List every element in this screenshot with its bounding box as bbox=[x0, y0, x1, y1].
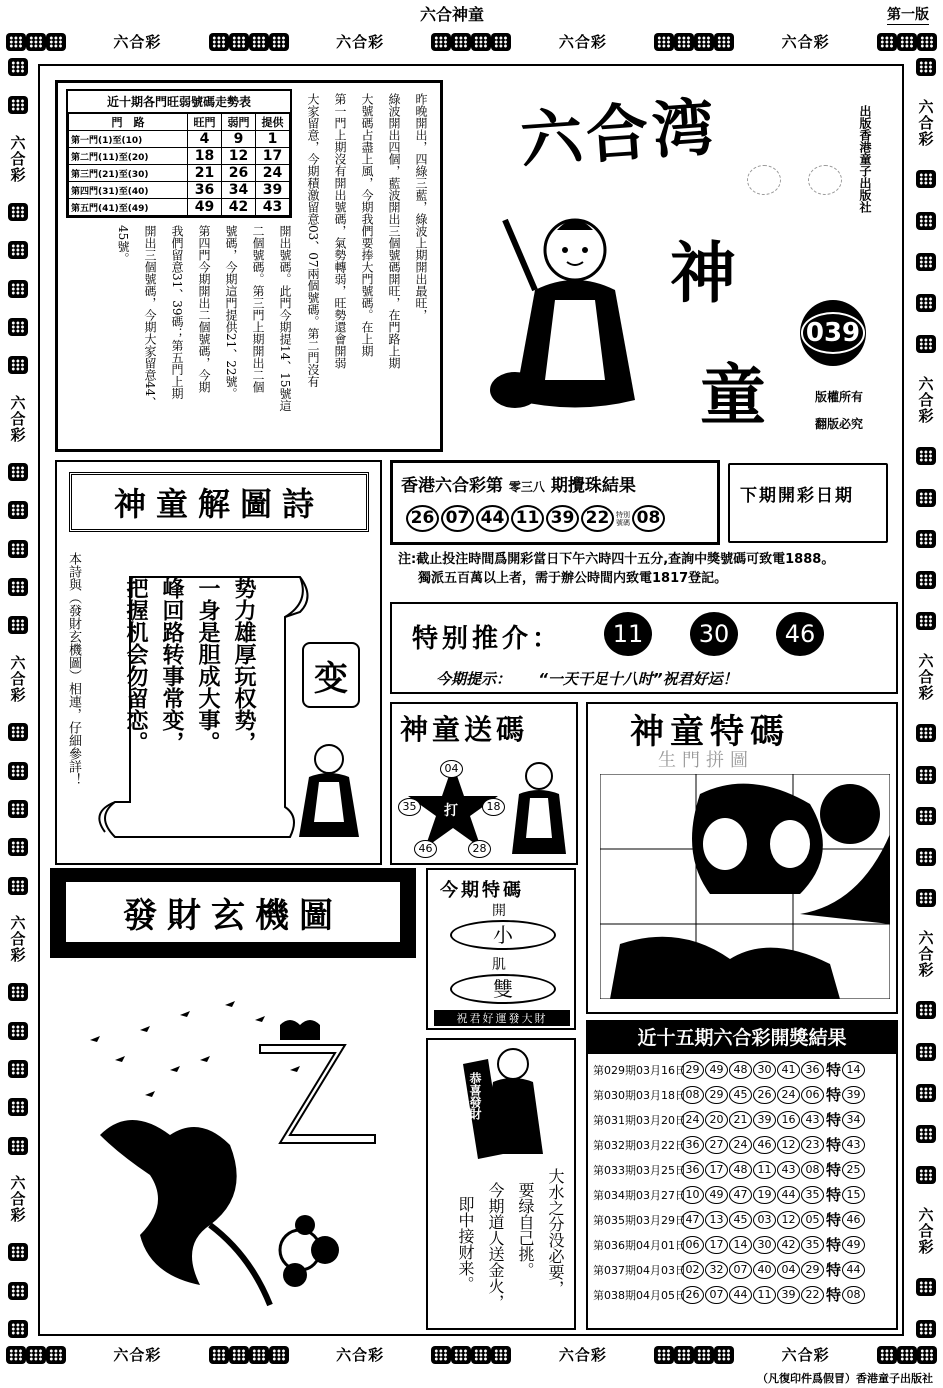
next-draw-panel bbox=[728, 463, 888, 543]
commentary-line: 綠波開出四個，藍波開出三個號碼開旺，在門路上期 bbox=[387, 93, 401, 369]
today-title: 今期特碼 bbox=[440, 880, 524, 901]
history-ball: 17 bbox=[705, 1236, 728, 1254]
commentary-line: 昨晚開出，四綠三藍，綠波上期開出最旺， bbox=[414, 93, 428, 321]
child-figure-illustration bbox=[485, 200, 665, 420]
history-special-ball: 46 bbox=[842, 1211, 865, 1229]
result-ball: 26 bbox=[406, 505, 439, 532]
send-code-title: 神童送碼 bbox=[400, 713, 529, 746]
commentary-line: 二個號碼。第三門上期開出二個 bbox=[251, 225, 265, 393]
publisher-label: 出版香港童子出版社 bbox=[858, 105, 872, 213]
history-ball: 30 bbox=[753, 1061, 776, 1079]
trend-strong: 49 bbox=[188, 199, 222, 216]
border-brand: 六合彩 bbox=[113, 32, 162, 51]
special-code-subtitle: 生門拼圖 bbox=[658, 750, 754, 771]
history-period: 第031期03月20日 bbox=[593, 1113, 686, 1127]
history-special-ball: 15 bbox=[842, 1186, 865, 1204]
history-ball: 17 bbox=[705, 1161, 728, 1179]
fortune-title-box bbox=[66, 882, 400, 942]
history-ball: 46 bbox=[753, 1136, 776, 1154]
poem-title: 神童解圖詩 bbox=[113, 485, 324, 523]
send-code-ball: 46 bbox=[414, 840, 437, 858]
border-right bbox=[914, 58, 938, 1338]
recommend-ball: 30 bbox=[690, 612, 738, 656]
border-brand: 六合彩 bbox=[558, 32, 607, 51]
history-ball: 43 bbox=[801, 1111, 824, 1129]
send-code-ball: 18 bbox=[482, 798, 505, 816]
border-brand: 六合彩 bbox=[8, 394, 27, 443]
history-ball: 36 bbox=[681, 1161, 704, 1179]
history-ball: 11 bbox=[753, 1286, 776, 1304]
issue-badge bbox=[800, 300, 866, 366]
history-special-ball: 39 bbox=[842, 1086, 865, 1104]
blessing-panel bbox=[426, 1038, 576, 1330]
send-code-ball: 35 bbox=[398, 798, 421, 816]
history-ball: 27 bbox=[705, 1136, 728, 1154]
history-special-ball: 08 bbox=[842, 1286, 865, 1304]
commentary-left bbox=[88, 225, 298, 445]
history-ball: 48 bbox=[729, 1061, 752, 1079]
border-brand: 六合彩 bbox=[8, 1174, 27, 1223]
history-ball: 49 bbox=[705, 1186, 728, 1204]
special-ball: 08 bbox=[632, 505, 665, 532]
trend-strong: 36 bbox=[188, 182, 222, 199]
border-left bbox=[6, 58, 30, 1338]
commentary-line: 第四門今期開出二個號碼，今期 bbox=[197, 225, 211, 393]
masthead-shen: 神 bbox=[670, 234, 736, 312]
poem-key-char: 变 bbox=[314, 658, 348, 699]
trend-offer: 1 bbox=[255, 131, 289, 148]
commentary-line: 大家留意，今期積激留意03、07兩個號碼。第二門沒有 bbox=[306, 93, 320, 388]
footer-note: （凡復印件爲假冒）香港童子出版社 bbox=[757, 1372, 933, 1385]
trend-strong: 4 bbox=[188, 131, 222, 148]
history-special-label: 特 bbox=[826, 1136, 842, 1154]
trend-header-gate: 門 路 bbox=[69, 114, 188, 131]
blessing-line: 今期道人送金火， bbox=[486, 1182, 505, 1310]
puzzle-image bbox=[600, 774, 890, 999]
poem-line: 一身是胆成大事。 bbox=[195, 577, 221, 753]
history-ball: 26 bbox=[753, 1086, 776, 1104]
child-small-illustration bbox=[504, 756, 574, 861]
history-ball: 07 bbox=[729, 1261, 752, 1279]
poem-line: 峰回路转事常变， bbox=[159, 577, 185, 753]
trend-gate: 第一門(1)至(10) bbox=[69, 131, 188, 148]
special-label: 特別號碼 bbox=[616, 510, 630, 527]
border-brand: 六合彩 bbox=[916, 376, 935, 425]
results-period: 零三八 bbox=[508, 480, 545, 494]
trend-gate: 第二門(11)至(20) bbox=[69, 148, 188, 165]
history-special-ball: 34 bbox=[842, 1111, 865, 1129]
history-ball: 41 bbox=[777, 1061, 800, 1079]
table-row bbox=[69, 148, 290, 165]
fortune-banner bbox=[50, 868, 416, 958]
fortune-title: 發財玄機圖 bbox=[123, 895, 343, 936]
history-ball: 47 bbox=[729, 1186, 752, 1204]
list-item bbox=[593, 1257, 893, 1282]
history-ball: 24 bbox=[729, 1136, 752, 1154]
trend-weak: 9 bbox=[221, 131, 255, 148]
history-ball: 48 bbox=[729, 1161, 752, 1179]
table-row bbox=[69, 182, 290, 199]
send-code-ball: 04 bbox=[440, 760, 463, 778]
list-item bbox=[593, 1182, 893, 1207]
history-special-label: 特 bbox=[826, 1061, 842, 1079]
history-ball: 22 bbox=[801, 1286, 824, 1304]
recommend-title: 特别推介： bbox=[412, 624, 563, 654]
border-bottom bbox=[6, 1340, 937, 1368]
recommend-ball: 46 bbox=[776, 612, 824, 656]
trend-header-weak: 弱門 bbox=[221, 114, 255, 131]
history-period: 第030期03月18日 bbox=[593, 1088, 686, 1102]
commentary-line: 開出號碼。此門今期提14、15號這 bbox=[278, 225, 292, 412]
history-ball: 24 bbox=[777, 1086, 800, 1104]
trend-offer: 39 bbox=[255, 182, 289, 199]
history-ball: 11 bbox=[753, 1161, 776, 1179]
history-special-label: 特 bbox=[826, 1236, 842, 1254]
list-item bbox=[593, 1232, 893, 1257]
history-special-label: 特 bbox=[826, 1261, 842, 1279]
masthead-holes bbox=[747, 165, 842, 199]
results-note bbox=[398, 550, 898, 588]
result-ball: 22 bbox=[581, 505, 614, 532]
history-panel bbox=[586, 1020, 898, 1330]
border-brand: 六合彩 bbox=[558, 1345, 607, 1364]
today-mid: 肌 bbox=[492, 957, 506, 973]
history-ball: 29 bbox=[801, 1261, 824, 1279]
history-ball: 29 bbox=[681, 1061, 704, 1079]
history-ball: 08 bbox=[681, 1086, 704, 1104]
recommend-tip: “一天干足十八时”祝君好运！ bbox=[538, 670, 738, 688]
border-brand: 六合彩 bbox=[336, 32, 385, 51]
results-balls bbox=[405, 505, 666, 532]
history-ball: 20 bbox=[705, 1111, 728, 1129]
commentary-right bbox=[299, 93, 434, 443]
history-ball: 26 bbox=[681, 1286, 704, 1304]
history-period: 第032期03月22日 bbox=[593, 1138, 686, 1152]
blessing-line: 大水之分没必要， bbox=[546, 1168, 565, 1296]
history-ball: 44 bbox=[777, 1186, 800, 1204]
history-ball: 42 bbox=[777, 1236, 800, 1254]
history-ball: 29 bbox=[705, 1086, 728, 1104]
results-title: 香港六合彩第 bbox=[401, 476, 503, 496]
list-item bbox=[593, 1082, 893, 1107]
list-item bbox=[593, 1282, 893, 1307]
result-ball: 07 bbox=[441, 505, 474, 532]
trend-header-strong: 旺門 bbox=[188, 114, 222, 131]
commentary-line: 第一門上期沒有開出號碼，氣勢轉弱，旺勢還會開弱 bbox=[333, 93, 347, 369]
history-ball: 35 bbox=[801, 1186, 824, 1204]
trend-table-wrap bbox=[66, 89, 292, 218]
poem-key-char-box bbox=[302, 642, 360, 708]
poem-line: 势力雄厚玩权势， bbox=[231, 577, 257, 753]
trend-panel bbox=[55, 80, 443, 452]
child-small-illustration bbox=[289, 737, 369, 847]
trend-title: 近十期各門旺弱號碼走勢表 bbox=[68, 91, 290, 113]
trend-weak: 12 bbox=[221, 148, 255, 165]
special-code-title: 神童特碼 bbox=[630, 712, 790, 752]
results-note-2: 獨派五百萬以上者，需于辦公時間内致電1817登記。 bbox=[418, 571, 728, 586]
trend-offer: 17 bbox=[255, 148, 289, 165]
border-brand: 六合彩 bbox=[916, 99, 935, 148]
history-special-label: 特 bbox=[826, 1211, 842, 1229]
result-ball: 11 bbox=[511, 505, 544, 532]
trend-weak: 34 bbox=[221, 182, 255, 199]
history-special-ball: 44 bbox=[842, 1261, 865, 1279]
special-code-panel bbox=[586, 702, 898, 1014]
history-ball: 08 bbox=[801, 1161, 824, 1179]
border-brand: 六合彩 bbox=[781, 32, 830, 51]
history-ball: 24 bbox=[681, 1111, 704, 1129]
history-ball: 12 bbox=[777, 1136, 800, 1154]
history-ball: 13 bbox=[705, 1211, 728, 1229]
result-ball: 44 bbox=[476, 505, 509, 532]
trend-header-offer: 提供 bbox=[255, 114, 289, 131]
history-special-label: 特 bbox=[826, 1086, 842, 1104]
border-brand: 六合彩 bbox=[916, 1207, 935, 1256]
history-period: 第034期03月27日 bbox=[593, 1188, 686, 1202]
history-special-ball: 49 bbox=[842, 1236, 865, 1254]
history-ball: 19 bbox=[753, 1186, 776, 1204]
history-special-ball: 14 bbox=[842, 1061, 865, 1079]
trend-strong: 21 bbox=[188, 165, 222, 182]
recommend-ball: 11 bbox=[604, 612, 652, 656]
recommend-balls bbox=[604, 612, 824, 656]
blessing-line: 要绿自己挑。 bbox=[516, 1182, 535, 1278]
blessing-line: 即中接财来。 bbox=[456, 1196, 475, 1292]
history-ball: 06 bbox=[681, 1236, 704, 1254]
history-ball: 44 bbox=[729, 1286, 752, 1304]
trend-gate: 第四門(31)至(40) bbox=[69, 182, 188, 199]
result-ball: 39 bbox=[546, 505, 579, 532]
border-brand: 六合彩 bbox=[336, 1345, 385, 1364]
table-row bbox=[69, 165, 290, 182]
rights-1: 版權所有 bbox=[815, 390, 864, 404]
trend-table bbox=[68, 113, 290, 216]
border-brand: 六合彩 bbox=[781, 1345, 830, 1364]
history-list bbox=[593, 1057, 893, 1307]
history-ball: 49 bbox=[705, 1061, 728, 1079]
history-ball: 10 bbox=[681, 1186, 704, 1204]
history-ball: 40 bbox=[753, 1261, 776, 1279]
list-item bbox=[593, 1107, 893, 1132]
dragon-illustration bbox=[50, 985, 420, 1330]
history-ball: 02 bbox=[681, 1261, 704, 1279]
trend-weak: 26 bbox=[221, 165, 255, 182]
history-ball: 04 bbox=[777, 1261, 800, 1279]
send-code-panel bbox=[390, 702, 578, 865]
list-item bbox=[593, 1207, 893, 1232]
history-ball: 45 bbox=[729, 1086, 752, 1104]
history-period: 第037期04月03日 bbox=[593, 1263, 686, 1277]
send-code-center: 打 bbox=[444, 803, 458, 819]
poem-title-box bbox=[69, 472, 369, 532]
history-ball: 45 bbox=[729, 1211, 752, 1229]
history-ball: 07 bbox=[705, 1286, 728, 1304]
masthead bbox=[455, 70, 900, 455]
table-row bbox=[69, 199, 290, 216]
history-period: 第036期04月01日 bbox=[593, 1238, 686, 1252]
list-item bbox=[593, 1057, 893, 1082]
history-ball: 43 bbox=[777, 1161, 800, 1179]
history-ball: 03 bbox=[753, 1211, 776, 1229]
history-ball: 21 bbox=[729, 1111, 752, 1129]
results-title-suffix: 期攪珠結果 bbox=[550, 476, 636, 496]
commentary-line: 號碼，今期這門提供21、22號。 bbox=[224, 225, 238, 400]
border-brand: 六合彩 bbox=[113, 1345, 162, 1364]
trend-weak: 42 bbox=[221, 199, 255, 216]
history-ball: 05 bbox=[801, 1211, 824, 1229]
history-ball: 36 bbox=[801, 1061, 824, 1079]
history-special-label: 特 bbox=[826, 1161, 842, 1179]
history-special-label: 特 bbox=[826, 1186, 842, 1204]
poem-side-note: 本詩與（發財玄機圖）相連，仔細參詳！ bbox=[66, 552, 81, 786]
table-row bbox=[69, 131, 290, 148]
history-ball: 47 bbox=[681, 1211, 704, 1229]
list-item bbox=[593, 1132, 893, 1157]
page-header-title: 六合神童 bbox=[420, 5, 485, 24]
results-panel bbox=[390, 460, 720, 545]
today-double: 雙 bbox=[493, 977, 513, 1001]
poem-panel bbox=[55, 460, 382, 865]
recommend-panel bbox=[390, 602, 898, 694]
history-ball: 32 bbox=[705, 1261, 728, 1279]
border-brand: 六合彩 bbox=[8, 654, 27, 703]
commentary-line: 45號。 bbox=[116, 225, 130, 265]
history-ball: 23 bbox=[801, 1136, 824, 1154]
history-special-ball: 25 bbox=[842, 1161, 865, 1179]
today-wish: 祝君好運發大財 bbox=[434, 1010, 570, 1026]
border-top bbox=[6, 27, 937, 55]
recommend-tip-label: 今期提示： bbox=[436, 670, 512, 688]
list-item bbox=[593, 1157, 893, 1182]
results-note-1: 注:截止投注時間爲開彩當日下午六時四十五分,查詢中獎號碼可致電1888。 bbox=[398, 552, 835, 567]
blessing-banner: 恭喜發財 bbox=[468, 1072, 482, 1120]
history-ball: 39 bbox=[777, 1286, 800, 1304]
border-brand: 六合彩 bbox=[916, 653, 935, 702]
border-brand: 六合彩 bbox=[916, 930, 935, 979]
today-small-oval bbox=[450, 920, 556, 950]
history-ball: 30 bbox=[753, 1236, 776, 1254]
masthead-title: 六合湾 bbox=[518, 90, 721, 177]
history-ball: 12 bbox=[777, 1211, 800, 1229]
history-ball: 16 bbox=[777, 1111, 800, 1129]
border-brand: 六合彩 bbox=[8, 914, 27, 963]
border-brand: 六合彩 bbox=[8, 134, 27, 183]
commentary-line: 開出三個號碼，今期大家留意44、 bbox=[143, 225, 157, 409]
blessing-text bbox=[436, 1168, 570, 1328]
history-period: 第038期04月05日 bbox=[593, 1288, 686, 1302]
poem-line: 把握机会勿留恋。 bbox=[123, 577, 149, 753]
history-ball: 14 bbox=[729, 1236, 752, 1254]
history-special-ball: 43 bbox=[842, 1136, 865, 1154]
history-ball: 39 bbox=[753, 1111, 776, 1129]
history-special-label: 特 bbox=[826, 1286, 842, 1304]
recommend-tip-row bbox=[436, 668, 738, 689]
today-open: 開 bbox=[492, 903, 506, 919]
trend-gate: 第五門(41)至(49) bbox=[69, 199, 188, 216]
history-period: 第035期03月29日 bbox=[593, 1213, 686, 1227]
results-title-row bbox=[401, 471, 636, 496]
poem-lines bbox=[112, 577, 262, 802]
history-title: 近十五期六合彩開獎結果 bbox=[588, 1022, 896, 1054]
today-double-oval bbox=[450, 974, 556, 1004]
rights-2: 翻版必究 bbox=[815, 417, 864, 431]
masthead-tong: 童 bbox=[700, 356, 766, 434]
issue-number: 039 bbox=[801, 312, 865, 354]
history-ball: 35 bbox=[801, 1236, 824, 1254]
commentary-line: 大號碼占盡上風，今期我們要捧大門號碼。在上期 bbox=[360, 93, 374, 357]
history-period: 第033期03月25日 bbox=[593, 1163, 686, 1177]
edition-label: 第一版 bbox=[887, 4, 929, 25]
today-panel bbox=[426, 868, 576, 1030]
next-draw-label: 下期開彩日期 bbox=[740, 486, 854, 506]
trend-offer: 43 bbox=[255, 199, 289, 216]
history-ball: 36 bbox=[681, 1136, 704, 1154]
history-special-label: 特 bbox=[826, 1111, 842, 1129]
trend-header-row bbox=[69, 114, 290, 131]
send-code-ball: 28 bbox=[468, 840, 491, 858]
trend-gate: 第三門(21)至(30) bbox=[69, 165, 188, 182]
trend-strong: 18 bbox=[188, 148, 222, 165]
history-ball: 06 bbox=[801, 1086, 824, 1104]
commentary-line: 我們留意31、39碼；第五門上期 bbox=[170, 225, 184, 400]
history-period: 第029期03月16日 bbox=[593, 1063, 686, 1077]
trend-offer: 24 bbox=[255, 165, 289, 182]
today-small: 小 bbox=[493, 923, 513, 947]
